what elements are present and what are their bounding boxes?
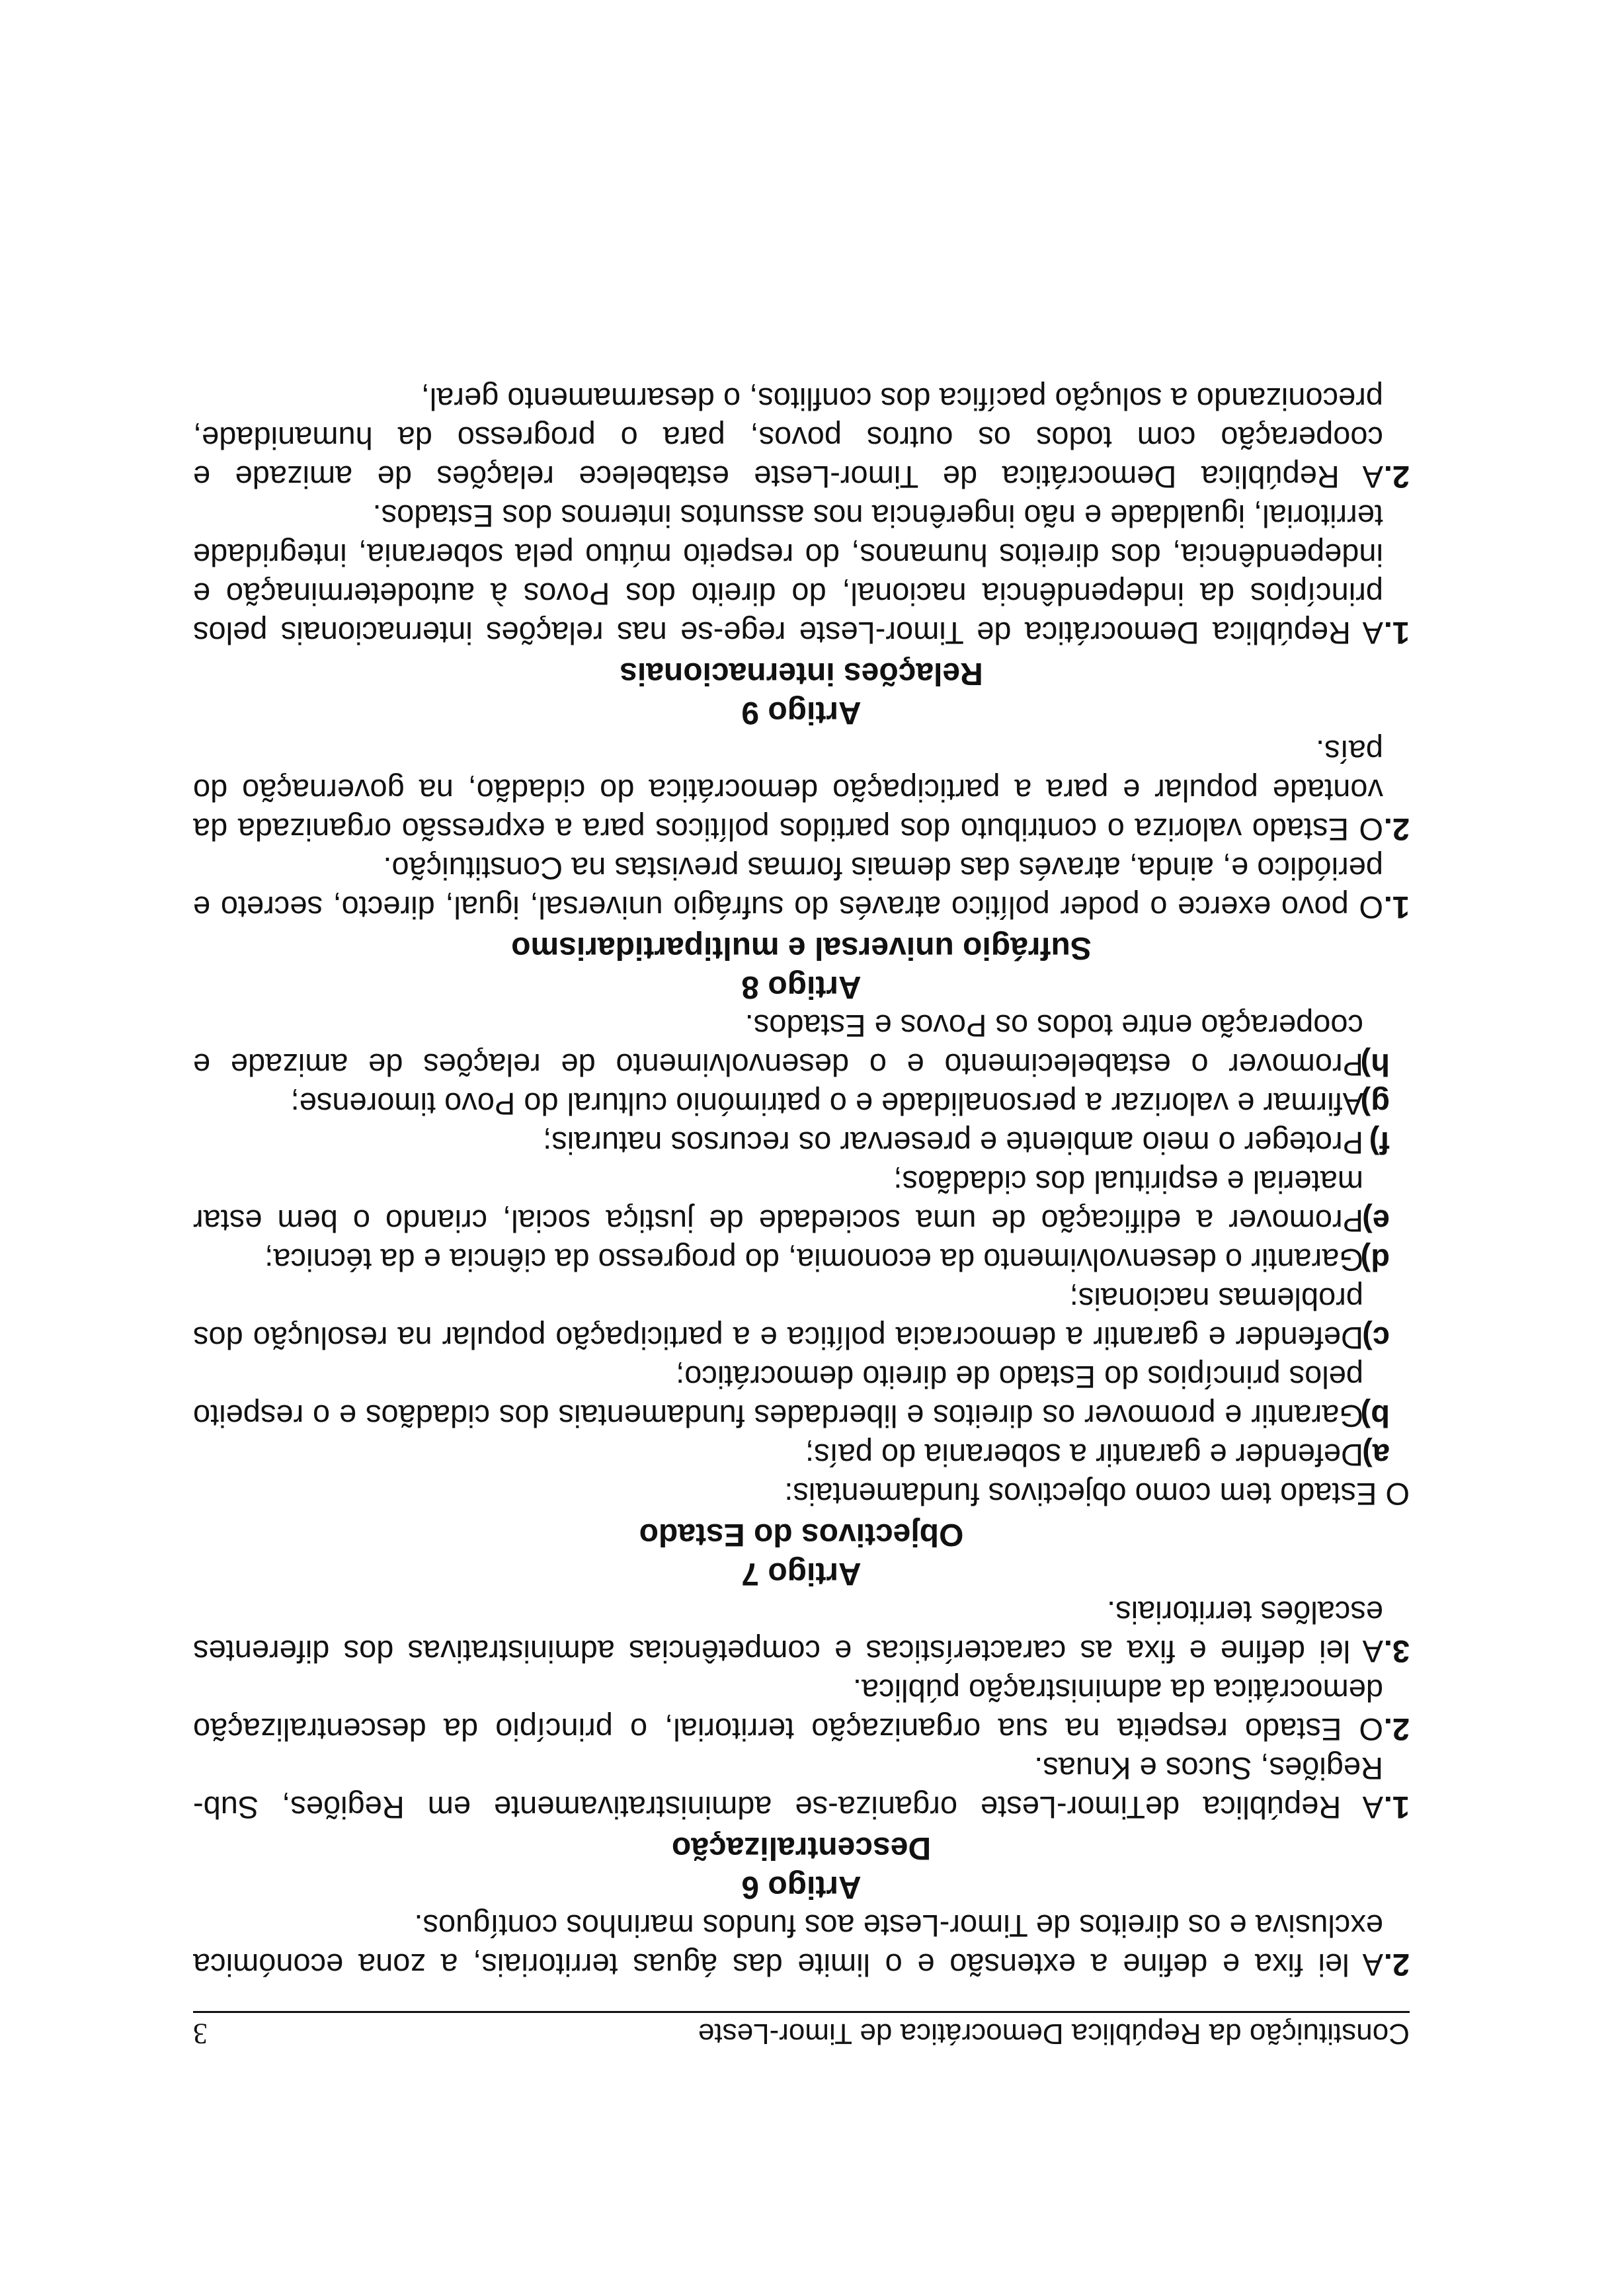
running-header: [193, 2011, 1410, 2051]
article-subtitle: Sufrágio universal e multipartidarismo: [511, 930, 1092, 965]
paragraph-number: 1.: [1383, 616, 1410, 651]
item-letter: f): [1369, 1126, 1390, 1161]
list-item: [193, 1085, 1410, 1124]
paragraph-text: A República Democrática de Timor-Leste rege-se nas relações internacionais pelos princípios da independência nacional, do direito dos Povos à autodeterminação e independência, dos direitos humanos, do respeito mútuo pela soberania, integridade territorial, igualdade e não ingerência nos assuntos internos dos Estados.: [193, 499, 1383, 651]
article-subtitle: Objectivos do Estado: [639, 1517, 964, 1552]
item-text: Proteger o meio ambiente e preservar os recursos naturais;: [543, 1126, 1363, 1161]
list-item: [193, 1163, 1410, 1241]
article-5-continuation: [193, 1906, 1410, 1985]
item-text: Promover o estabelecimento e o desenvolvimento de relações de amizade e cooperação entre todos os Povos e Estados.: [193, 1008, 1363, 1083]
list-item: [193, 1280, 1410, 1358]
paragraph-number: 2.: [1383, 812, 1410, 847]
article-title: Artigo 6: [741, 1869, 862, 1905]
article-subtitle: Descentralização: [671, 1830, 932, 1866]
item-letter: b): [1360, 1399, 1390, 1434]
item-letter: e): [1362, 1204, 1390, 1239]
paragraph-text: A lei define e fixa as características e competências administrativas dos diferentes escalões territoriais.: [193, 1595, 1383, 1669]
paragraph-number: 2.: [1383, 1712, 1410, 1747]
item-text: Garantir e promover os direitos e liberdades fundamentais dos cidadãos e o respeito pelos princípios do Estado de direito democrático;: [193, 1360, 1363, 1434]
item-letter: c): [1362, 1321, 1390, 1356]
article-7: [193, 1006, 1410, 1593]
item-text: Promover a edificação de uma sociedade de justiça social, criando o bem estar material e espiritual dos cidadãos;: [193, 1165, 1363, 1239]
paragraph-number: 2.: [1383, 1948, 1410, 1983]
item-letter: g): [1360, 1086, 1390, 1122]
article-8: [193, 732, 1410, 1006]
item-letter: d): [1360, 1243, 1390, 1278]
list-item: [193, 1436, 1410, 1475]
paragraph-text: O povo exerce o poder político através do sufrágio universal, igual, directo, secreto e periódico e, ainda, através das demais formas previstas na Constituição.: [193, 851, 1383, 925]
paragraph-number: 1.: [1383, 890, 1410, 925]
article-6: [193, 1593, 1410, 1906]
item-text: Garantir o desenvolvimento da economia, do progresso da ciência e da técnica;: [264, 1243, 1363, 1278]
item-text: Defender e garantir a democracia política e a participação popular na resolução dos problemas nacionais;: [193, 1282, 1363, 1356]
page-number: 3: [193, 2018, 208, 2050]
paragraph-text: O Estado valoriza o contributo dos partidos políticos para a expressão organizada da vontade popular e para a participação democrática do cidadão, na governação do país.: [193, 734, 1383, 847]
running-header-title: Constituição da República Democrática de Timor-Leste: [698, 2018, 1410, 2050]
list-item: [193, 1006, 1410, 1085]
article-9: [193, 380, 1410, 732]
article-intro: O Estado tem como objectivos fundamentais:: [784, 1477, 1410, 1512]
article-subtitle: Relações internacionais: [620, 656, 983, 691]
paragraph-text: A República deTimor-Leste organiza-se administrativamente em Regiões, Sub-Regiões, Sucos e Knuas.: [193, 1751, 1383, 1825]
article-title: Artigo 8: [741, 969, 862, 1004]
page-content: [193, 380, 1410, 2051]
paragraph-number: 3.: [1383, 1634, 1410, 1669]
paragraph: [193, 1906, 1410, 1985]
paragraph: [193, 1749, 1410, 1827]
paragraph-text: O Estado respeita na sua organização territorial, o princípio da descentralização democrática da administração pública.: [193, 1673, 1383, 1747]
paragraph: [193, 732, 1410, 849]
paragraph: [193, 1671, 1410, 1749]
paragraph: [193, 1593, 1410, 1671]
item-letter: h): [1360, 1047, 1390, 1083]
paragraph-number: 1.: [1383, 1790, 1410, 1825]
article-title: Artigo 9: [741, 695, 862, 730]
objectives-list: [193, 1006, 1410, 1475]
list-item: [193, 1241, 1410, 1280]
item-letter: a): [1362, 1438, 1390, 1473]
list-item: [193, 1124, 1410, 1163]
paragraph: [193, 849, 1410, 927]
paragraph-text: A República Democrática de Timor-Leste estabelece relações de amizade e cooperação com todos os outros povos, para o progresso da humanidade, preconizando a solução pacífica dos conflitos, o desarmamento geral,: [193, 382, 1383, 495]
paragraph-number: 2.: [1383, 460, 1410, 495]
paragraph-text: A lei fixa e define a extensão e o limite das águas territoriais, a zona económica exclusiva e os direitos de Timor-Leste aos fundos marinhos contíguos.: [193, 1908, 1383, 1983]
article-title: Artigo 7: [741, 1556, 862, 1591]
list-item: [193, 1358, 1410, 1436]
item-text: Afirmar e valorizar a personalidade e o património cultural do Povo timorense;: [290, 1086, 1363, 1122]
item-text: Defender e garantir a soberania do país;: [805, 1438, 1363, 1473]
paragraph: [193, 497, 1410, 653]
paragraph: [193, 380, 1410, 497]
